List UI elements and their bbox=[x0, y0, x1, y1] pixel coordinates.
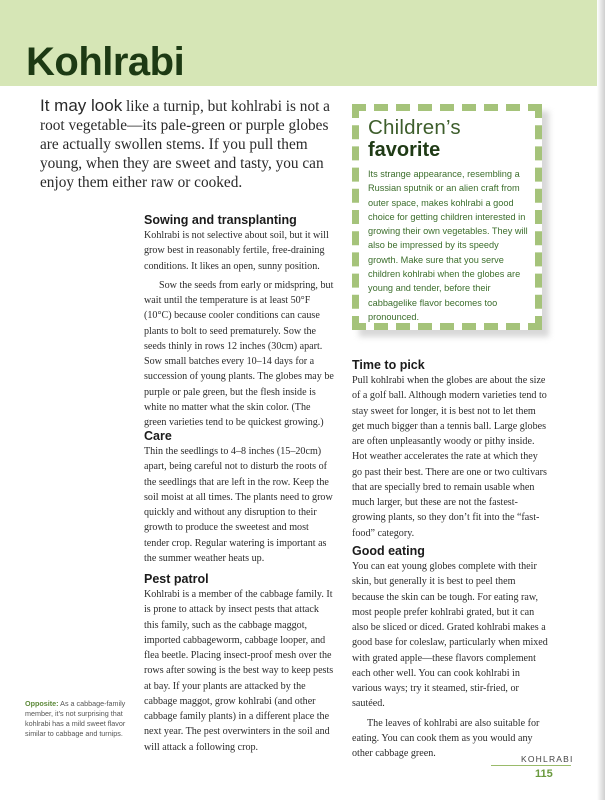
sowing-paragraph-2: Sow the seeds from early or midspring, but wait until the temperature is at least 50°F (10°C) because cooler conditions can cause plants to bolt to seed prematurely. Sow the seeds thinly in rows 12 inches (30cm) apart. Sow small batches every 10–14 days for a succession of young plants. The globes may be purple or pale green, but the flesh inside is white no matter what the skin color. (The green varieties tend to be quickest growing.) bbox=[144, 279, 334, 428]
callout-title-line1: Children’s bbox=[368, 116, 461, 139]
callout-content bbox=[368, 117, 529, 324]
pest-paragraph-1: Kohlrabi is a member of the cabbage family. It is prone to attack by insect pests that attack this family, such as the cabbage maggot, imported cabbageworm, cabbage looper, and flea beetle. Placing insect-proof mesh over the rows after sowing is the best way to keep pests at bay. If your plants are attacked by the cabbage maggot, grow kohlrabi (and other cabbage family plants) in a different place the next year. The pest overwinters in the soil and will attack a following crop. bbox=[144, 589, 334, 753]
section-body-eating bbox=[352, 559, 548, 761]
page-number: 115 bbox=[535, 768, 553, 780]
section-body-sowing bbox=[144, 228, 334, 430]
page-title: Kohlrabi bbox=[26, 40, 185, 84]
section-body-care bbox=[144, 444, 334, 566]
section-heading-pick: Time to pick bbox=[352, 358, 425, 372]
section-heading-eating: Good eating bbox=[352, 544, 425, 558]
care-paragraph-1: Thin the seedlings to 4–8 inches (15–20cm) apart, being careful not to disturb the roots of the seedlings that are left in the row. Keep the soil moist at all times. The plants need to grow quickly and without any disruption to their growth to produce the sweetest and most tender crop. Regular watering is important as the summer weather heats up. bbox=[144, 446, 333, 564]
callout-body: Its strange appearance, resembling a Russian sputnik or an alien craft from outer space, makes kohlrabi a good choice for getting children interested in growing their own vegetables. They will also be impressed by its speedy growth. Make sure that you serve children kohlrabi when the globes are young and tender, before their cabbagelike flavor becomes too pronounced. bbox=[368, 169, 528, 322]
callout-title-line2: favorite bbox=[368, 139, 441, 161]
callout-box bbox=[352, 104, 542, 330]
eating-paragraph-2: The leaves of kohlrabi are also suitable for eating. You can cook them as you would any other cabbage green. bbox=[352, 717, 540, 759]
section-heading-pest: Pest patrol bbox=[144, 572, 209, 586]
footer-rule bbox=[491, 765, 571, 766]
side-note-label: Opposite: bbox=[25, 699, 59, 708]
side-note-text: As a cabbage-family member, it’s not surprising that kohlrabi has a mild sweet flavor similar to cabbage and turnips. bbox=[25, 699, 126, 738]
section-body-pick bbox=[352, 373, 548, 541]
callout-title bbox=[368, 117, 529, 161]
intro-lead: It may look bbox=[40, 96, 123, 115]
eating-paragraph-1: You can eat young globes complete with their skin, but generally it is best to peel them because the skin can be tough. For eating raw, most people prefer kohlrabi grated, but it can also be sliced or diced. Grated kohlrabi makes a good base for coleslaw, particularly when mixed with grated apple—these flavors complement each other well. You can cook kohlrabi in various ways; try it steamed, stir-fried, or sautéed. bbox=[352, 561, 548, 710]
running-head: KOHLRABI bbox=[521, 754, 574, 764]
page-edge-shadow bbox=[597, 0, 605, 800]
intro-text: like a turnip, but kohlrabi is not a root vegetable—its pale-green or purple globes are actually swollen stems. If you pull them young, when they are sweet and tasty, you can enjoy them either raw or cooked. bbox=[40, 98, 330, 191]
side-note-caption bbox=[25, 699, 129, 739]
intro-paragraph bbox=[40, 96, 336, 192]
section-body-pest bbox=[144, 587, 334, 755]
section-heading-care: Care bbox=[144, 429, 172, 443]
pick-paragraph-1: Pull kohlrabi when the globes are about the size of a golf ball. Although modern varieties tend to stay sweet for longer, it is best not to let them get much bigger than a tennis ball. Large globes are often unpleasantly woody or pithy inside. Hot weather accelerates the rate at which they go past their best. There are one or two cultivars that are specially bred to remain usable when much larger, but these are not the fastest-growing plants, so they don’t fit into the “fast-food” category. bbox=[352, 375, 547, 539]
sowing-paragraph-1: Kohlrabi is not selective about soil, but it will grow best in reasonably fertile, free-draining conditions. It likes an open, sunny position. bbox=[144, 230, 329, 272]
section-heading-sowing: Sowing and transplanting bbox=[144, 213, 297, 227]
